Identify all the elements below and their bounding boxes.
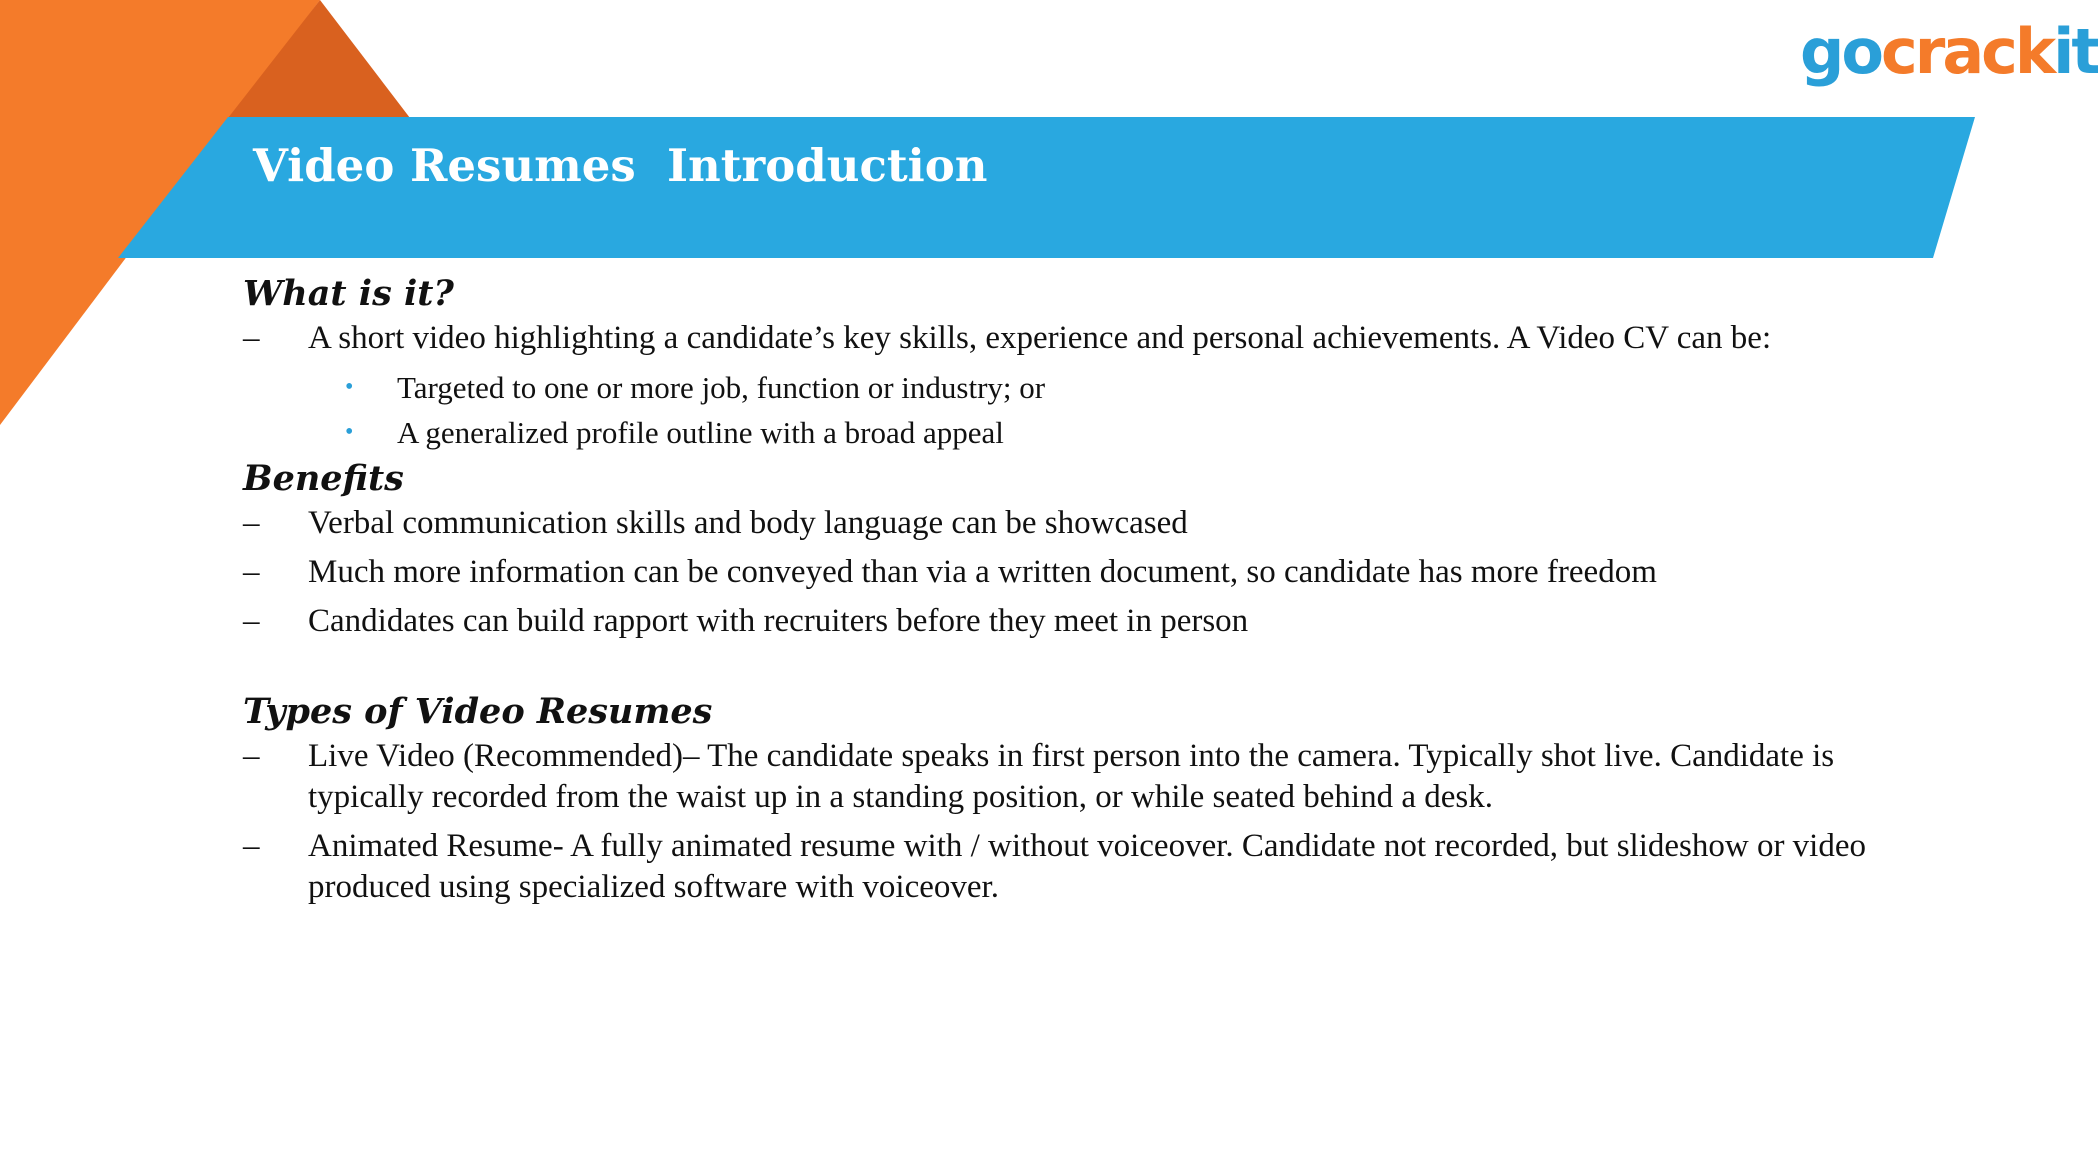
bullet-marker: • — [345, 419, 354, 445]
sub-list-item-text: A generalized profile outline with a broad appeal — [397, 415, 1004, 450]
dash-marker: – — [243, 828, 260, 864]
sub-list-item-text: Targeted to one or more job, function or industry; or — [397, 370, 1046, 405]
list-item-text: Live Video (Recommended)– The candidate speaks in first person into the camera. Typically shot live. Candidate is typically recorded from the waist up in a standing position, or while seated behind a desk. — [308, 738, 1835, 815]
slide-content — [243, 272, 1923, 916]
heading-what-is-it: What is it? — [243, 273, 454, 314]
logo-text-crack: crack — [1880, 15, 2054, 88]
list-item — [243, 552, 1923, 593]
list-item — [243, 601, 1923, 642]
logo-text-it: it — [2053, 15, 2098, 88]
sub-list-item — [243, 412, 1923, 453]
bullet-marker: • — [345, 374, 354, 400]
section-spacer — [243, 650, 1923, 690]
list-item-text: Animated Resume- A fully animated resume with / without voiceover. Candidate not recorded, but slideshow or video produced using specialized software with voiceover. — [308, 828, 1866, 905]
dash-marker: – — [243, 554, 260, 590]
list-item — [243, 736, 1923, 818]
dash-marker: – — [243, 603, 260, 639]
list-item — [243, 318, 1923, 359]
logo-text-go: go — [1800, 15, 1881, 88]
heading-benefits: Benefits — [243, 458, 404, 499]
heading-types: Types of Video Resumes — [243, 691, 713, 732]
gocrackit-logo — [1800, 15, 2098, 88]
dash-marker: – — [243, 738, 260, 774]
list-item-text: Candidates can build rapport with recruiters before they meet in person — [308, 603, 1249, 639]
list-item-text: A short video highlighting a candidate’s key skills, experience and personal achievements. A Video CV can be: — [308, 320, 1772, 356]
slide-title: Video Resumes Introduction — [253, 139, 988, 192]
list-item-text: Much more information can be conveyed than via a written document, so candidate has more freedom — [308, 554, 1657, 590]
list-item — [243, 826, 1923, 908]
list-item-text: Verbal communication skills and body language can be showcased — [308, 505, 1188, 541]
dash-marker: – — [243, 505, 260, 541]
sub-list-item — [243, 367, 1923, 408]
dash-marker: – — [243, 320, 260, 356]
list-item — [243, 503, 1923, 544]
